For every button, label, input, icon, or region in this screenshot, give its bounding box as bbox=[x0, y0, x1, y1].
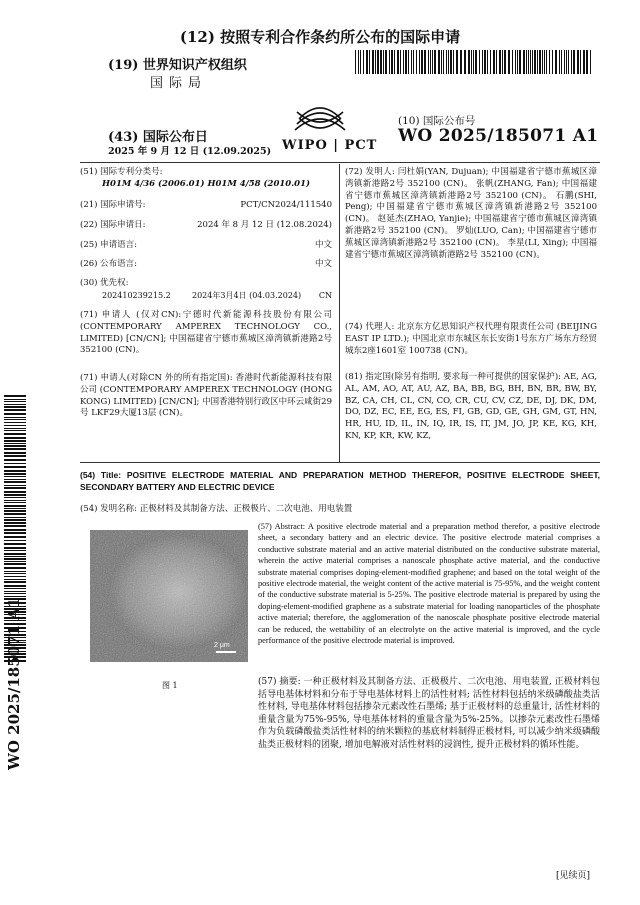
priority-country: CN bbox=[318, 290, 332, 300]
filing-language-row bbox=[80, 240, 332, 252]
barcode-icon bbox=[355, 50, 595, 74]
designated-states: (81) 指定国(除另有指明, 要求每一种可提供的国家保护): AE, AG, AL, AM, AO, AT, AU, AZ, BA, BB, BG, BH, BN, BR, BW, BY, BZ, CA, CH, CL, CN, CO, CR, CU, CV, CZ, DE, DJ, DK, DM, DO, DZ, EC, EE, EG, ES, FI, GB, GD, GE, GH, GM, GT, HN, HR, HU, ID, IL, IN, IQ, IR, IS, IT, JM, JO, JP, KE, KG, KH, KN, KP, KR, KW, KZ, bbox=[345, 372, 597, 441]
publication-language-row bbox=[80, 259, 332, 271]
sidebar-publication-number: WO 2025/185071 A1 bbox=[5, 597, 23, 770]
publication-date-label: (43) 国际公布日 bbox=[108, 130, 208, 145]
filing-date-label: (22) 国际申请日: bbox=[80, 220, 146, 230]
title-chinese: (54) 发明名称: 正极材料及其制备方法、正极极片、二次电池、用电装置 bbox=[80, 504, 353, 514]
column-divider bbox=[339, 164, 340, 462]
publication-language-label: (26) 公布语言: bbox=[80, 259, 138, 269]
priority-number: 202410239215.2 bbox=[102, 290, 171, 300]
application-number-value: PCT/CN2024/111540 bbox=[240, 200, 332, 210]
inventors: (72) 发明人: 闫杜娟(YAN, Dujuan); 中国福建省宁德市蕉城区漳湾镇新港路2号 352100 (CN)。 张帆(ZHANG, Fan); 中国福建省宁德市蕉城区漳湾镇新港路2号 352100 (CN)。 石鹏(SHI, Peng); 中国福建省宁德市蕉城区漳湾镇新港路2号 352100 (CN)。 赵延杰(ZHAO, Yanjie); 中国福建省宁德市蕉城区漳湾镇新港路2号 352100 (CN)。 罗灿(LUO, Can); 中国福建省宁德市蕉城区漳湾镇新港路2号 352100 (CN)。 李星(LI, Xing); 中国福建省宁德市蕉城区漳湾镇新港路2号 352100 (CN)。 bbox=[345, 167, 597, 260]
filing-language-label: (25) 申请语言: bbox=[80, 240, 138, 250]
application-number-label: (21) 国际申请号: bbox=[80, 200, 146, 210]
abstract-chinese: (57) 摘要: 一种正极材料及其制备方法、正极极片、二次电池、用电装置, 正极材料包括导电基体材料和分布于导电基体材料上的活性材料; 活性材料包括纳米级磷酸盐类活性材料, 导电基体材料包括掺杂元素改性石墨烯; 基于正极材料的总重量计, 活性材料的重量含量为75%-95%, 导电基体材料的重量含量为5%-25%。以掺杂元素改性石墨烯作为负载磷酸盐类活性材料的纳米颗粒的基底材料制得正极材料, 可以减少纳米级磷酸盐类正极材料的团聚, 增加电解液对活性材料的浸润性, 提升正极材料的循环性能。 bbox=[258, 677, 600, 750]
priority-date: 2024年3月4日 (04.03.2024) bbox=[192, 290, 302, 300]
priority-label: (30) 优先权: bbox=[80, 278, 129, 288]
priority-row bbox=[80, 290, 332, 302]
micrograph-figure bbox=[90, 530, 248, 662]
middle-divider bbox=[80, 462, 600, 463]
ipc-values: H01M 4/36 (2006.01) H01M 4/58 (2010.01) bbox=[102, 178, 311, 189]
continued-note: [见续页] bbox=[556, 871, 591, 881]
filing-language-value: 中文 bbox=[314, 240, 332, 250]
applicant-cn: (71) 申请人 (仅对CN):宁德时代新能源科技股份有限公司 (CONTEMPORARY AMPEREX TECHNOLOGY CO., LIMITED) [CN/CN]; 中国福建省宁德市蕉城区漳湾镇新港路2号 352100 (CN)。 bbox=[80, 310, 332, 356]
logo-text: WIPO | PCT bbox=[282, 138, 378, 153]
header-divider bbox=[80, 162, 600, 163]
filing-date-row bbox=[80, 220, 332, 232]
scale-bar-label: 2 µm bbox=[214, 642, 230, 649]
bureau-name: 国际局 bbox=[150, 76, 208, 91]
title-english: (54) Title: POSITIVE ELECTRODE MATERIAL AND PREPARATION METHOD THEREFOR, POSITIVE ELECTRODE SHEET, SECONDARY BATTERY AND ELECTRIC DEVICE bbox=[80, 470, 600, 492]
publication-number: WO 2025/185071 A1 bbox=[398, 126, 599, 146]
publication-language-value: 中文 bbox=[314, 259, 332, 269]
figure-label: 图 1 bbox=[162, 681, 178, 690]
document-title: (12) 按照专利合作条约所公布的国际申请 bbox=[179, 28, 461, 46]
applicant-other: (71) 申请人(对除CN 外的所有指定国): 香港时代新能源科技有限公司 (CONTEMPORARY AMPEREX TECHNOLOGY (HONG KONG) LIMITED) [CN/CN]; 中国香港特别行政区中环云咸街29号 LKF29大厦13层 (CN)。 bbox=[80, 373, 332, 419]
ipc-label: (51) 国际专利分类号: bbox=[80, 167, 163, 177]
organization-name: (19) 世界知识产权组织 bbox=[108, 58, 247, 73]
abstract-english: (57) Abstract: A positive electrode material and a preparation method therefor, a positive electrode sheet, a secondary battery and an electric device. The positive electrode material comprises a conductive substrate material and an active material distributed on the conductive substrate material, wherein the active material comprises a nanoscale phosphate active material, and the conductive substrate material comprises doping-element-modified graphene; and based on the total weight of the positive electrode material, the weight content of the active material is 75-95%, and the weight content of the conductive substrate material is 5-25%. The positive electrode material is prepared by using the doping-element-modified graphene as a substrate material for loading nanoparticles of the phosphate active material; therefore, the agglomeration of the nanoscale phosphate positive electrode material can be reduced, the wettability of an electrolyte on the active material is improved, and the cycle performance of the positive electrode material is improved. bbox=[258, 522, 600, 646]
publication-date: 2025 年 9 月 12 日 (12.09.2025) bbox=[108, 146, 272, 157]
filing-date-value: 2024 年 8 月 12 日 (12.08.2024) bbox=[197, 220, 332, 230]
priority-block bbox=[80, 278, 332, 302]
publication-number-label: (10) 国际公布号 bbox=[398, 115, 476, 127]
agent: (74) 代理人: 北京东方亿思知识产权代理有限责任公司 (BEIJING EAST IP LTD.); 中国北京市东城区东长安街1号东方广场东方经贸城东2座1601室 100738 (CN)。 bbox=[345, 322, 597, 356]
ipc-block bbox=[80, 167, 332, 191]
application-number-row bbox=[80, 200, 332, 212]
